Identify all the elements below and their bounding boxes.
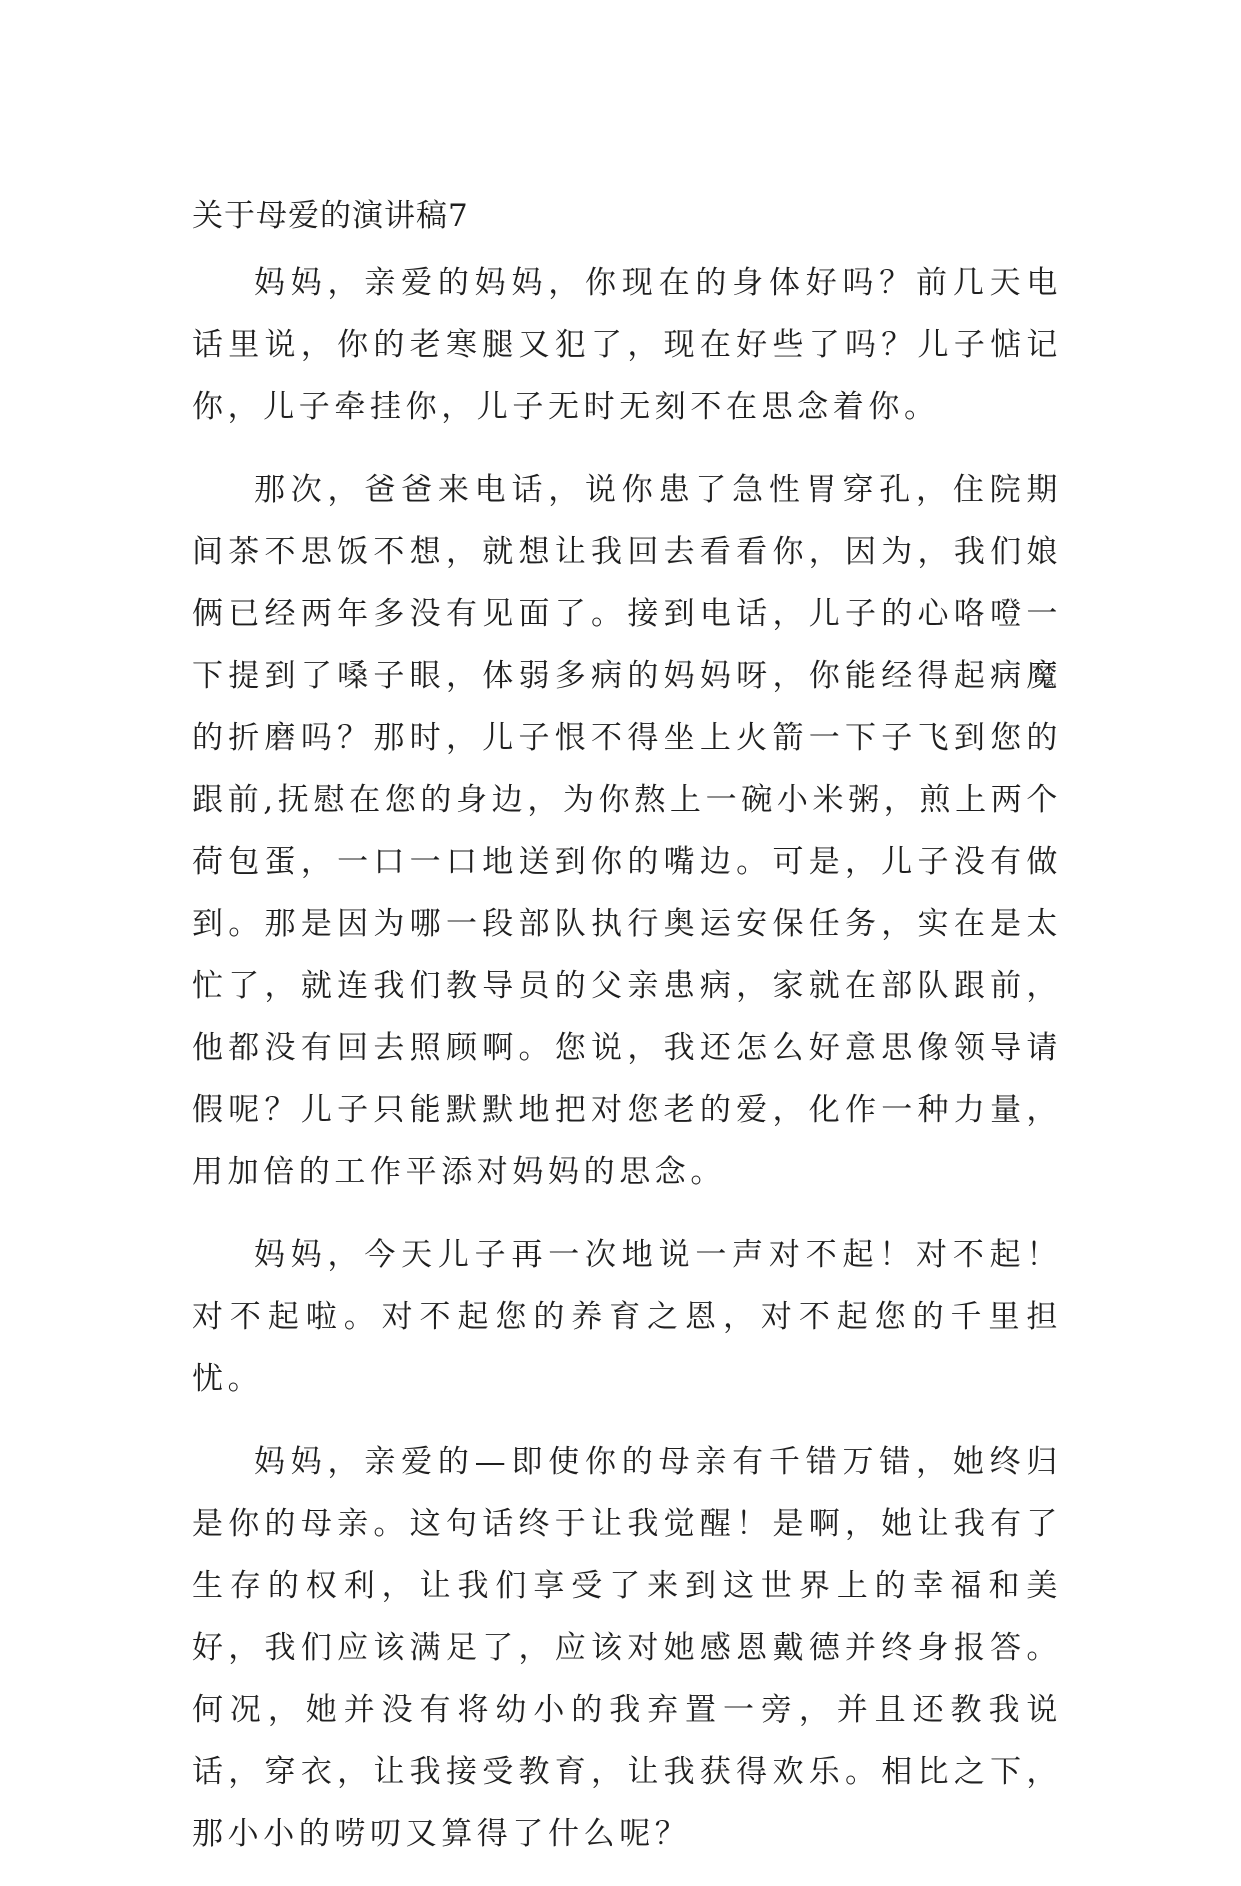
paragraph-4: 妈妈，亲爱的—即使你的母亲有千错万错，她终归是你的母亲。这句话终于让我觉醒！是啊，她让我有了生存的权利，让我们享受了来到这世界上的幸福和美好，我们应该满足了，应该对她感恩戴德并终身报答。何况，她并没有将幼小的我弃置一旁，并且还教我说话，穿衣，让我接受教育，让我获得欢乐。相比之下，那小小的唠叨又算得了什么呢？ [192,1444,1062,1852]
paragraph-2: 那次，爸爸来电话，说你患了急性胃穿孔，住院期间茶不思饭不想，就想让我回去看看你，因为，我们娘俩已经两年多没有见面了。接到电话，儿子的心咯噔一下提到了嗓子眼，体弱多病的妈妈呀，你能经得起病魔的折磨吗？那时，儿子恨不得坐上火箭一下子飞到您的跟前,抚慰在您的身边，为你熬上一碗小米粥，煎上两个荷包蛋，一口一口地送到你的嘴边。可是，儿子没有做到。那是因为哪一段部队执行奥运安保任务，实在是太忙了，就连我们教导员的父亲患病，家就在部队跟前，他都没有回去照顾啊。您说，我还怎么好意思像领导请假呢？儿子只能默默地把对您老的爱，化作一种力量，用加倍的工作平添对妈妈的思念。 [192,472,1062,1190]
document-title: 关于母爱的演讲稿7 [192,198,469,234]
document-body [192,190,1062,1886]
paragraph-1: 妈妈，亲爱的妈妈，你现在的身体好吗？前几天电话里说，你的老寒腿又犯了，现在好些了吗？儿子惦记你，儿子牵挂你，儿子无时无刻不在思念着你。 [192,265,1062,425]
paragraph-3: 妈妈，今天儿子再一次地说一声对不起！对不起！对不起啦。对不起您的养育之恩，对不起您的千里担忧。 [192,1237,1062,1397]
